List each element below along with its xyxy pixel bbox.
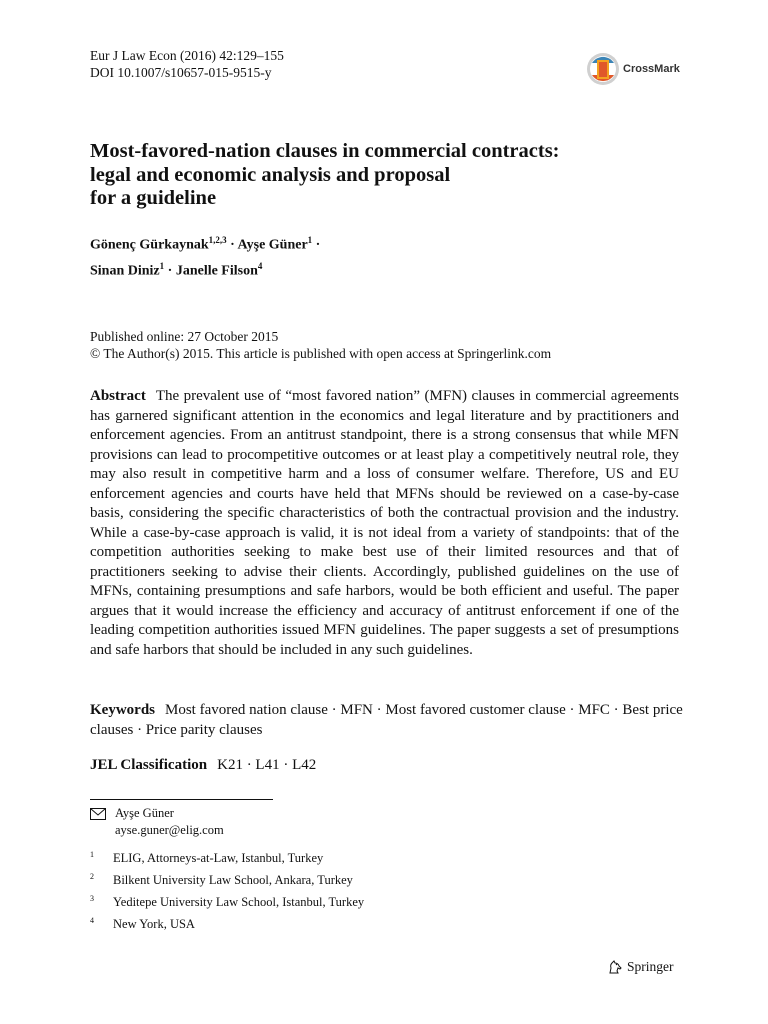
affiliation-number: 3 bbox=[90, 894, 94, 903]
crossmark-badge[interactable] bbox=[586, 52, 680, 86]
published-online: Published online: 27 October 2015 bbox=[90, 329, 279, 344]
author-name: Janelle Filson bbox=[175, 263, 258, 279]
jel-classification bbox=[90, 756, 316, 775]
affiliation-number: 1 bbox=[90, 850, 94, 859]
author-line bbox=[90, 256, 320, 282]
journal-citation: Eur J Law Econ (2016) 42:129–155 bbox=[90, 48, 284, 63]
crossmark-icon bbox=[586, 52, 620, 86]
keywords-label: Keywords bbox=[90, 702, 155, 718]
affiliation-item bbox=[90, 872, 353, 888]
springer-horse-icon bbox=[607, 959, 623, 975]
publisher-mark bbox=[607, 959, 674, 975]
author-separator: · bbox=[167, 263, 173, 279]
title-line: Most-favored-nation clauses in commercial contracts: bbox=[90, 140, 560, 162]
title-line: legal and economic analysis and proposal bbox=[90, 163, 451, 186]
affiliation-number: 2 bbox=[90, 872, 94, 881]
keywords bbox=[90, 701, 690, 740]
affiliation-item bbox=[90, 916, 195, 932]
author-separator: · bbox=[230, 237, 235, 253]
author-list bbox=[90, 230, 320, 281]
affiliation-item bbox=[90, 894, 364, 910]
author-affil-sup: 1 bbox=[307, 235, 313, 245]
paper-title bbox=[90, 140, 690, 211]
title-line: for a guideline bbox=[90, 187, 217, 209]
author-name: Gönenç Gürkaynak bbox=[90, 237, 209, 253]
jel-codes: K21 · L41 · L42 bbox=[217, 757, 317, 773]
jel-label: JEL Classification bbox=[90, 757, 208, 773]
author-name: Ayşe Güner bbox=[237, 237, 308, 253]
crossmark-label: CrossMark bbox=[623, 63, 680, 75]
author-affil-sup: 1,2,3 bbox=[208, 235, 227, 245]
author-name: Sinan Diniz bbox=[90, 263, 160, 279]
affiliation-text: New York, USA bbox=[113, 917, 195, 931]
journal-header bbox=[90, 47, 284, 81]
correspondence bbox=[90, 805, 224, 838]
envelope-icon bbox=[90, 808, 106, 820]
abstract-text: The prevalent use of “most favored nation” (MFN) clauses in commercial agreements has garnered significant attention in the economics and legal literature and by practitioners and enforcement agencies. From an antitrust standpoint, there is a strong consensus that while MFN provisions can lead to procompetitive outcomes or at least play a competitively neutral role, they may also result in competitive harm and a loss of consumer welfare. Therefore, US and EU enforcement agencies and courts have held that MFNs should be reviewed on a case-by-case basis, considering the specific characteristics of both the contractual provision and the industry. While a case-by-case approach is valid, it is not ideal from a variety of standpoints: that of the competition authorities seeking to make best use of their limited resources and that of practitioners seeking to advise their clients. Accordingly, published guidelines on the use of MFNs, containing presumptions and safe harbors, would be both efficient and useful. The paper argues that it would increase the efficiency and accuracy of antitrust enforcement if one of the leading competition authorities issued MFN guidelines. The paper suggests a set of presumptions and safe harbors that should be included in any such guidelines. bbox=[90, 388, 679, 658]
author-line bbox=[90, 230, 320, 256]
author-affil-sup: 4 bbox=[257, 260, 263, 271]
author-email[interactable]: ayse.guner@elig.com bbox=[115, 822, 224, 837]
abstract-label: Abstract bbox=[90, 388, 146, 404]
publication-info bbox=[90, 328, 551, 362]
affiliation-number: 4 bbox=[90, 916, 94, 925]
footnote-divider bbox=[90, 799, 273, 800]
publisher-name: Springer bbox=[627, 959, 674, 974]
author-affil-sup: 1 bbox=[159, 260, 165, 271]
copyright-notice: © The Author(s) 2015. This article is published with open access at Springerlink.com bbox=[90, 346, 552, 361]
corresponding-author: Ayşe Güner bbox=[115, 806, 174, 820]
affiliation-text: Bilkent University Law School, Ankara, Turkey bbox=[113, 873, 353, 887]
affiliation-text: Yeditepe University Law School, Istanbul, Turkey bbox=[113, 895, 365, 909]
keywords-text: Most favored nation clause · MFN · Most favored customer clause · MFC · Best price clauses · Price parity clauses bbox=[90, 702, 683, 738]
affiliation-text: ELIG, Attorneys-at-Law, Istanbul, Turkey bbox=[113, 851, 324, 865]
journal-doi: DOI 10.1007/s10657-015-9515-y bbox=[90, 65, 272, 80]
affiliation-item bbox=[90, 850, 323, 866]
author-separator: · bbox=[315, 237, 321, 253]
abstract bbox=[90, 387, 679, 660]
